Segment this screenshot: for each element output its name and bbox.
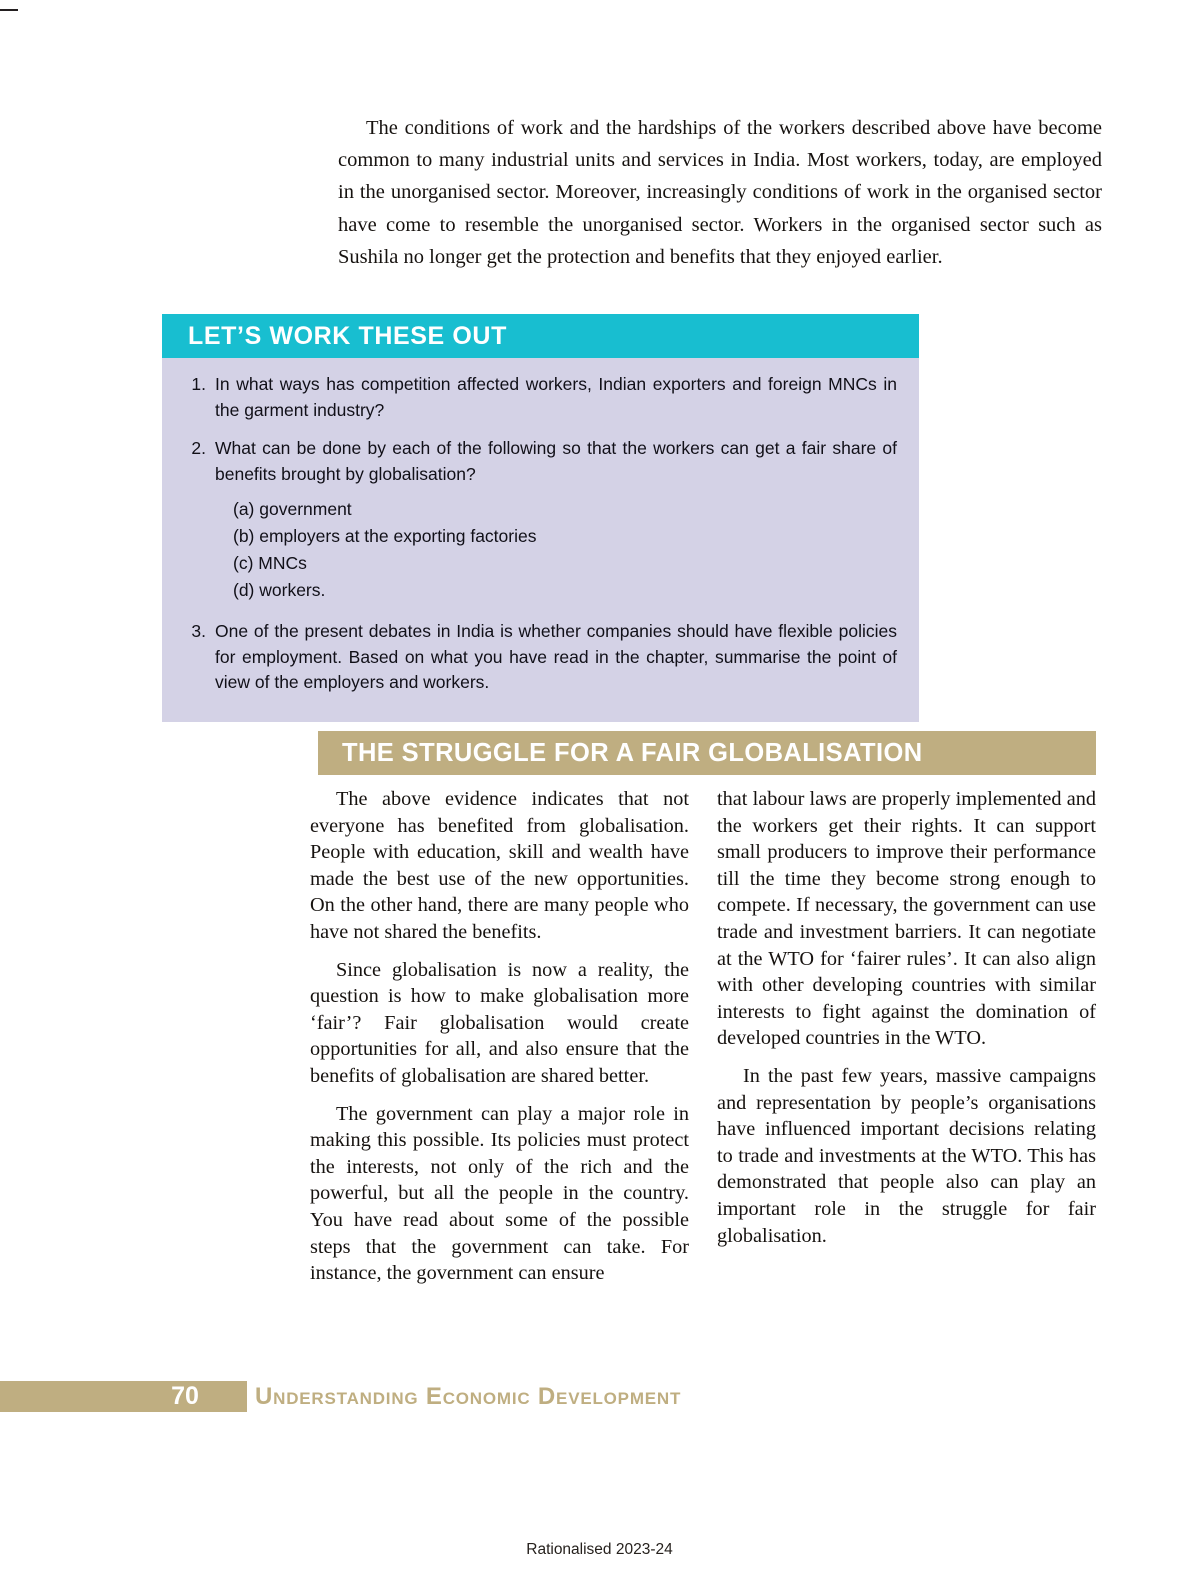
rationalised-note: Rationalised 2023-24 [526, 1541, 673, 1558]
body-columns [310, 786, 1096, 1287]
page-number: 70 [171, 1382, 199, 1410]
question-text: In what ways has competition affected workers, Indian exporters and foreign MNCs in the garment industry? [215, 374, 897, 420]
question-item [176, 436, 897, 606]
section-heading-title: THE STRUGGLE FOR A FAIR GLOBALISATION [342, 739, 923, 767]
question-number: 2. [191, 438, 206, 458]
question-number: 1. [191, 374, 206, 394]
section-heading-band [318, 731, 1096, 775]
body-paragraph: Since globalisation is now a reality, the question is how to make globalisation more ‘fair’? Fair globalisation would create opportunities for all, and also ensure that the benefits of globalisation are shared better. [310, 958, 689, 1087]
lets-work-these-out-body [162, 358, 919, 722]
registration-tick [0, 9, 18, 11]
question-text: What can be done by each of the following so that the workers can get a fair share of benefits brought by globalisation? [215, 438, 897, 484]
right-column [717, 786, 1096, 1287]
question-item [176, 372, 897, 423]
lets-work-these-out-header [162, 314, 919, 358]
left-column [310, 786, 689, 1287]
question-subitem: (d) workers. [233, 580, 326, 600]
lets-work-these-out-box [162, 314, 919, 722]
body-paragraph: In the past few years, massive campaigns and representation by people’s organisations have influenced important decisions relating to trade and investments at the WTO. This has demonstrated that people also can play an important role in the struggle for fair globalisation. [717, 1064, 1096, 1247]
question-body [215, 436, 897, 606]
question-subitem-list [215, 496, 897, 604]
body-paragraph: The above evidence indicates that not everyone has benefited from globalisation. People with education, skill and wealth have made the best use of the new opportunities. On the other hand, there are many people who have not shared the benefits. [310, 788, 689, 943]
question-text: One of the present debates in India is whether companies should have flexible policies for employment. Based on what you have read in the chapter, summarise the point of view of the employers and workers. [215, 621, 897, 692]
question-subitem: (a) government [233, 499, 352, 519]
body-paragraph: that labour laws are properly implemented and the workers get their rights. It can support small producers to improve their performance till the time they become strong enough to compete. If necessary, the government can use trade and investment barriers. It can negotiate at the WTO for ‘fairer rules’. It can also align with other developing countries with similar interests to fight against the domination of developed countries in the WTO. [717, 788, 1096, 1050]
question-item [176, 619, 897, 696]
intro-paragraph: The conditions of work and the hardships of the workers described above have become common to many industrial units and services in India. Most workers, today, are employed in the unorganised sector. Moreover, increasingly conditions of work in the organised sector have come to resemble the unorganised sector. Workers in the organised sector such as Sushila no longer get the protection and benefits that they enjoyed earlier. [338, 117, 1102, 268]
question-number: 3. [191, 621, 206, 641]
body-paragraph: The government can play a major role in making this possible. Its policies must protect the interests, not only of the rich and the powerful, but all the people in the country. You have read about some of the possible steps that the government can take. For instance, the government can ensure [310, 1102, 689, 1285]
question-subitem: (b) employers at the exporting factories [233, 526, 537, 546]
question-subitem: (c) MNCs [233, 553, 307, 573]
intro-paragraph-block [338, 112, 1102, 273]
running-title: Understanding Economic Development [255, 1383, 682, 1410]
lets-work-these-out-title: LET’S WORK THESE OUT [188, 322, 507, 350]
